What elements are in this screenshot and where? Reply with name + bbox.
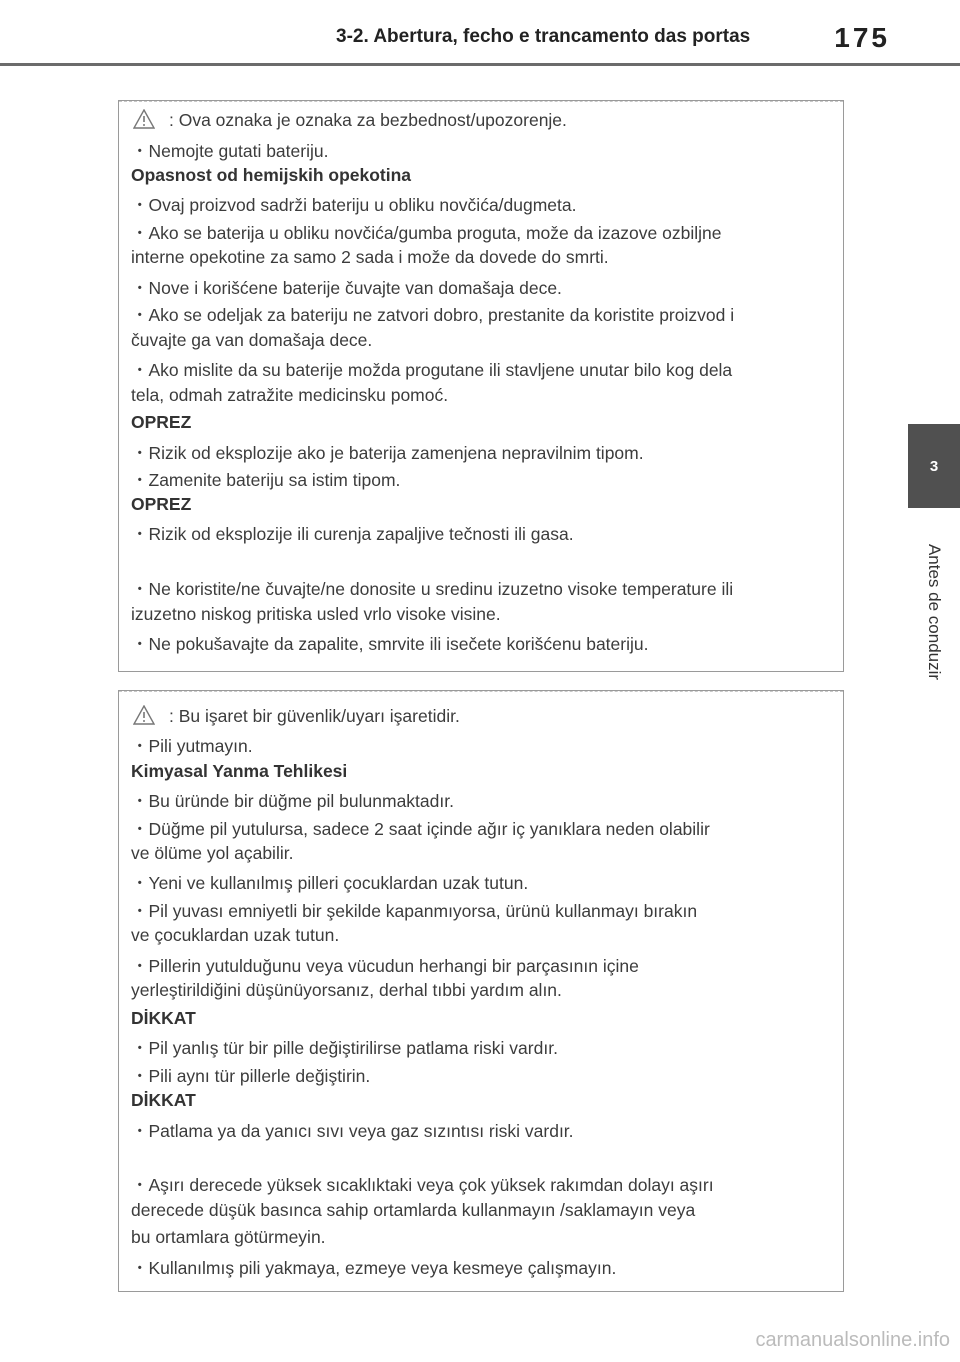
list-item: ・Rizik od eksplozije ili curenja zapaljive tečnosti ili gasa. (131, 524, 574, 544)
watermark: carmanualsonline.info (755, 1329, 950, 1351)
list-item: ・Pillerin yutulduğunu veya vücudun herhangi bir parçasının içine (131, 956, 639, 976)
list-item: ・Yeni ve kullanılmış pilleri çocuklardan uzak tutun. (131, 873, 529, 893)
section-heading: DİKKAT (131, 1008, 196, 1028)
section-heading: OPREZ (131, 494, 192, 514)
list-item: čuvajte ga van domašaja dece. (131, 330, 373, 350)
list-item: ・Ovaj proizvod sadrži bateriju u obliku novčića/dugmeta. (131, 195, 577, 215)
list-item: ・Nemojte gutati bateriju. (131, 141, 329, 161)
chapter-label: Antes de conduzir (925, 543, 944, 681)
serbian-warning-box (118, 100, 844, 672)
list-item: ・Rizik od eksplozije ako je baterija zamenjena nepravilnim tipom. (131, 443, 644, 463)
section-heading: Kimyasal Yanma Tehlikesi (131, 761, 348, 781)
list-item: tela, odmah zatražite medicinsku pomoć. (131, 385, 449, 405)
list-item: ・Pil yuvası emniyetli bir şekilde kapanmıyorsa, ürünü kullanmayı bırakın (131, 901, 698, 921)
turkish-warning-box (118, 690, 844, 1292)
header-divider (0, 63, 960, 66)
list-item: ・Ne pokušavajte da zapalite, smrvite ili isečete korišćenu bateriju. (131, 634, 649, 654)
section-title: 3-2. Abertura, fecho e trancamento das portas (336, 26, 751, 47)
list-item: ・Pili yutmayın. (131, 736, 253, 756)
list-item: ・Ako mislite da su baterije možda progutane ili stavljene unutar bilo kog dela (131, 360, 733, 380)
warning-triangle-icon (133, 705, 155, 730)
section-heading: Opasnost od hemijskih opekotina (131, 165, 412, 185)
list-item: ・Zamenite bateriju sa istim tipom. (131, 470, 401, 490)
warning-line: : Bu işaret bir güvenlik/uyarı işaretidir. (131, 705, 460, 730)
list-item: ・Pil yanlış tür bir pille değiştirilirse patlama riski vardır. (131, 1038, 558, 1058)
list-item: ・Ako se odeljak za bateriju ne zatvori dobro, prestanite da koristite proizvod i (131, 305, 735, 325)
list-item: ・Aşırı derecede yüksek sıcaklıktaki veya çok yüksek rakımdan dolayı aşırı (131, 1175, 714, 1195)
warning-triangle-icon (133, 109, 155, 134)
list-item: ・Bu üründe bir düğme pil bulunmaktadır. (131, 791, 454, 811)
list-item: ・Kullanılmış pili yakmaya, ezmeye veya kesmeye çalışmayın. (131, 1258, 617, 1278)
list-item: interne opekotine za samo 2 sada i može da dovede do smrti. (131, 247, 609, 267)
list-item: ve ölüme yol açabilir. (131, 843, 294, 863)
warning-line: : Ova oznaka je oznaka za bezbednost/upozorenje. (131, 109, 567, 134)
chapter-tab (908, 424, 960, 508)
chapter-number: 3 (929, 457, 939, 475)
list-item: ・Patlama ya da yanıcı sıvı veya gaz sızıntısı riski vardır. (131, 1121, 574, 1141)
list-item: ・Ako se baterija u obliku novčića/gumba proguta, može da izazove ozbiljne (131, 223, 722, 243)
list-item: ・Pili aynı tür pillerle değiştirin. (131, 1066, 371, 1086)
list-item: ・Ne koristite/ne čuvajte/ne donosite u sredinu izuzetno visoke temperature ili (131, 579, 734, 599)
list-item: bu ortamlara götürmeyin. (131, 1227, 326, 1247)
list-item: yerleştirildiğini düşünüyorsanız, derhal tıbbi yardım alın. (131, 980, 562, 1000)
list-item: izuzetno niskog pritiska usled vrlo visoke visine. (131, 604, 501, 624)
list-item: ・Nove i korišćene baterije čuvajte van domašaja dece. (131, 278, 562, 298)
list-item: ・Düğme pil yutulursa, sadece 2 saat içinde ağır iç yanıklara neden olabilir (131, 819, 710, 839)
list-item: ve çocuklardan uzak tutun. (131, 925, 340, 945)
section-heading: DİKKAT (131, 1090, 196, 1110)
list-item: derecede düşük basınca sahip ortamlarda kullanmayın /saklamayın veya (131, 1200, 696, 1220)
page-number: 175 (834, 22, 890, 53)
section-heading: OPREZ (131, 412, 192, 432)
